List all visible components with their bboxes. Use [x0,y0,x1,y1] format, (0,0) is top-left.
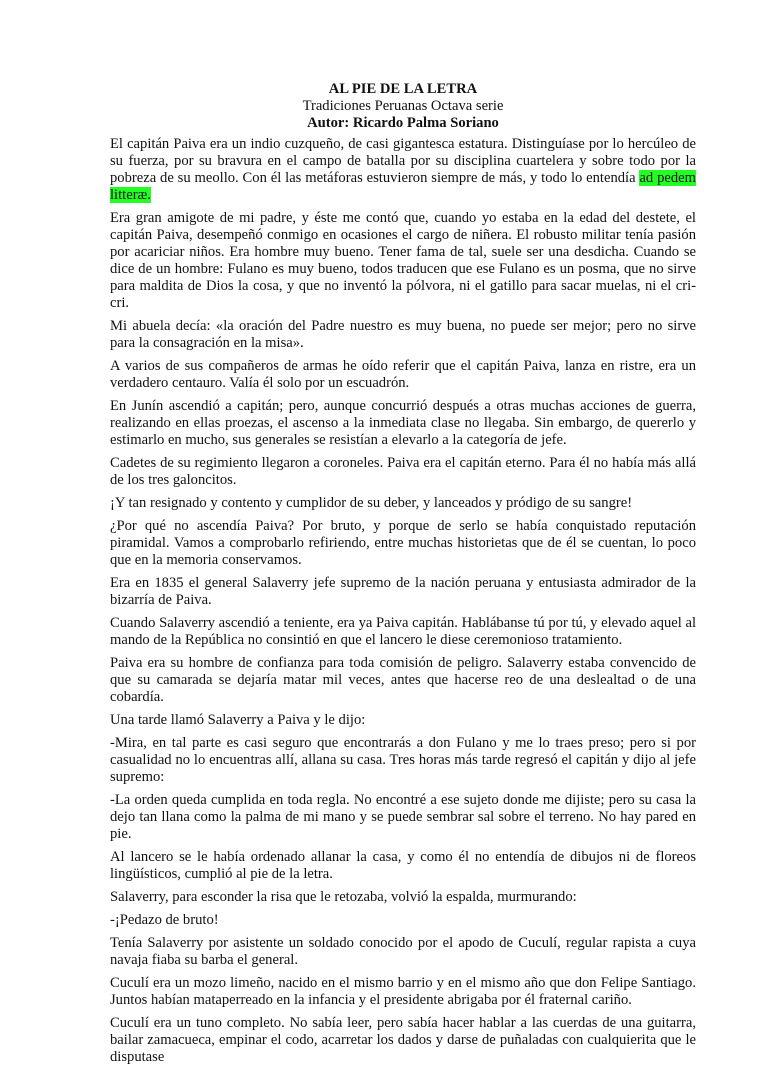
paragraph: -¡Pedazo de bruto! [110,912,219,928]
paragraph-1-text: El capitán Paiva era un indio cuzqueño, de casi gigantesca estatura. Distinguíase por lo hercúleo de su fuerza, por su bravura en el campo de batalla por su disciplina cuartelera y sobre todo por la pobreza de su meollo. Con él las metáforas estuvieron siempre de más, y todo lo entendía [110,136,696,186]
highlighted-phrase: ad pedem litteræ. [110,170,696,203]
paragraph: Tenía Salaverry por asistente un soldado conocido por el apodo de Cuculí, regular rapista a cuya navaja fiaba su barba el general. [110,935,696,968]
paragraph: -Mira, en tal parte es casi seguro que encontrarás a don Fulano y me lo traes preso; pero si por casualidad no lo encuentras allí, allana su casa. Tres horas más tarde regresó el capitán y dijo al jefe supremo: [110,735,696,785]
paragraph: Era gran amigote de mi padre, y éste me contó que, cuando yo estaba en la edad del destete, el capitán Paiva, desempeñó conmigo en ocasiones el cargo de niñera. El robusto militar tenía pasión por acariciar niños. Era hombre muy bueno. Tener fama de tal, suele ser una desdicha. Cuando se dice de un hombre: Fulano es muy bueno, todos traducen que ese Fulano es un posma, que no sirve para maldita de Dios la cosa, y que no inventó la pólvora, ni el gatillo para sacar muelas, ni el cri-cri. [110,210,696,311]
paragraph: En Junín ascendió a capitán; pero, aunque concurrió después a otras muchas acciones de guerra, realizando en ellas proezas, el ascenso a la inmediata clase no llegaba. Sin embargo, de quererlo y estimarlo en mucho, sus generales se resistían a elevarlo a la categoría de jefe. [110,398,696,448]
paragraph: Al lancero se le había ordenado allanar la casa, y como él no entendía de dibujos ni de floreos lingüísticos, cumplió al pie de la letra. [110,849,696,882]
paragraph: ¡Y tan resignado y contento y cumplidor de su deber, y lanceados y pródigo de su sangre! [110,495,633,511]
paragraph: -La orden queda cumplida en toda regla. No encontré a ese sujeto donde me dijiste; pero su casa la dejo tan llana como la palma de mi mano y se puede sembrar sal sobre el terreno. No hay pared en pie. [110,792,696,842]
document-subtitle: Tradiciones Peruanas Octava serie [302,98,504,114]
document-page [110,81,696,1072]
paragraph: Salaverry, para esconder la risa que le retozaba, volvió la espalda, murmurando: [110,889,577,905]
paragraph: Cuculí era un mozo limeño, nacido en el mismo barrio y en el mismo año que don Felipe Santiago. Juntos habían mataperreado en la infancia y el presidente abrigaba por él fraternal cariño. [110,975,696,1008]
paragraph: Una tarde llamó Salaverry a Paiva y le dijo: [110,712,366,728]
paragraph: Paiva era su hombre de confianza para toda comisión de peligro. Salaverry estaba convencido de que su camarada se dejaría matar mil veces, antes que hacerse reo de una deslealtad o de una cobardía. [110,655,696,705]
paragraph: Cadetes de su regimiento llegaron a coroneles. Paiva era el capitán eterno. Para él no había más allá de los tres galoncitos. [110,455,696,488]
document-header [110,81,696,132]
paragraph: Cuando Salaverry ascendió a teniente, era ya Paiva capitán. Hablábanse tú por tú, y elevado aquel al mando de la República no consintió en que el lancero le diese ceremonioso tratamiento. [110,615,696,648]
paragraph: Mi abuela decía: «la oración del Padre nuestro es muy buena, no puede ser mejor; pero no sirve para la consagración en la misa». [110,318,696,351]
paragraph: Era en 1835 el general Salaverry jefe supremo de la nación peruana y entusiasta admirador de la bizarría de Paiva. [110,575,696,608]
document-author: Autor: Ricardo Palma Soriano [307,115,499,131]
paragraph: A varios de sus compañeros de armas he oído referir que el capitán Paiva, lanza en ristre, era un verdadero centauro. Valía él solo por un escuadrón. [110,358,696,391]
paragraph-1 [110,136,696,204]
paragraph: Cuculí era un tuno completo. No sabía leer, pero sabía hacer hablar a las cuerdas de una guitarra, bailar zamacueca, empinar el codo, acarretar los dados y darse de puñaladas con cualquierita que le disputase [110,1015,696,1065]
document-title: AL PIE DE LA LETRA [328,81,478,97]
paragraph: ¿Por qué no ascendía Paiva? Por bruto, y porque de serlo se había conquistado reputación piramidal. Vamos a comprobarlo refiriendo, entre muchas historietas que de él se cuentan, lo poco que en la memoria conservamos. [110,518,696,568]
